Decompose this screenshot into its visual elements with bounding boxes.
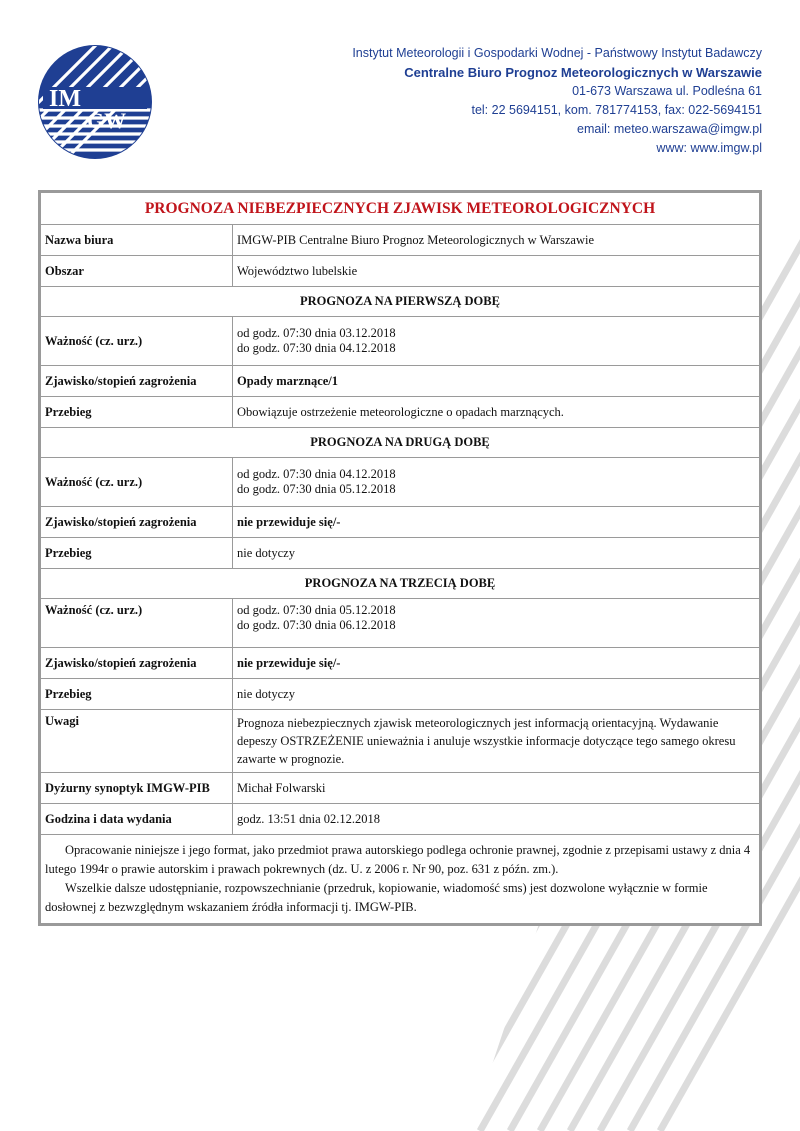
office-label: Nazwa biura [41,225,233,256]
forecast-document [38,190,762,926]
day2-validity-value [233,458,760,507]
phone: tel: 22 5694151, kom. 781774153, fax: 022-5694151 [471,103,762,117]
day1-course-value: Obowiązuje ostrzeżenie meteorologiczne o opadach marznących. [233,397,760,428]
forecast-table [40,192,760,924]
day1-validity-from: od godz. 07:30 dnia 03.12.2018 [237,326,396,340]
office-name: Centralne Biuro Prognoz Meteorologicznych w Warszawie [404,65,762,80]
day1-validity-label: Ważność (cz. urz.) [41,317,233,366]
institute-name: Instytut Meteorologii i Gospodarki Wodnej - Państwowy Instytut Badawczy [352,46,762,60]
day2-heading: PROGNOZA NA DRUGĄ DOBĘ [41,428,760,458]
copyright-paragraph-2: Wszelkie dalsze udostępnianie, rozpowszechnianie (przedruk, kopiowanie, wiadomość sms) jest dozwolone wyłącznie w formie dosłownej z bezwzględnym wskazaniem źródła informacji tj. IMGW-PIB. [45,881,708,914]
remarks-value: Prognoza niebezpiecznych zjawisk meteorologicznych jest informacją orientacyjną. Wydawanie depeszy OSTRZEŻENIE unieważnia i anuluje wszystkie informacje dotyczące tego samego okresu zawarte w prognozie. [233,710,760,773]
website: www: www.imgw.pl [656,141,762,155]
imgw-logo [37,44,153,160]
day1-phenomenon-value: Opady marznące/1 [233,366,760,397]
address: 01-673 Warszawa ul. Podleśna 61 [572,84,762,98]
area-label: Obszar [41,256,233,287]
day3-phenomenon-label: Zjawisko/stopień zagrożenia [41,648,233,679]
day1-course-label: Przebieg [41,397,233,428]
day3-validity-to: do godz. 07:30 dnia 06.12.2018 [237,618,396,632]
day1-validity-value [233,317,760,366]
day1-validity-to: do godz. 07:30 dnia 04.12.2018 [237,341,396,355]
email: email: meteo.warszawa@imgw.pl [577,122,762,136]
day1-heading: PROGNOZA NA PIERWSZĄ DOBĘ [41,287,760,317]
day2-phenomenon-label: Zjawisko/stopień zagrożenia [41,507,233,538]
copyright-notice [41,835,760,924]
issued-label: Godzina i data wydania [41,804,233,835]
day2-validity-to: do godz. 07:30 dnia 05.12.2018 [237,482,396,496]
day2-course-label: Przebieg [41,538,233,569]
day2-validity-label: Ważność (cz. urz.) [41,458,233,507]
day3-course-label: Przebieg [41,679,233,710]
institute-header [352,44,762,158]
day2-validity-from: od godz. 07:30 dnia 04.12.2018 [237,467,396,481]
day2-course-value: nie dotyczy [233,538,760,569]
day3-course-value: nie dotyczy [233,679,760,710]
svg-text:GW: GW [87,108,127,133]
issued-value: godz. 13:51 dnia 02.12.2018 [233,804,760,835]
day2-phenomenon-value: nie przewiduje się/- [233,507,760,538]
office-value: IMGW-PIB Centralne Biuro Prognoz Meteorologicznych w Warszawie [233,225,760,256]
svg-text:IM: IM [49,86,81,112]
day3-heading: PROGNOZA NA TRZECIĄ DOBĘ [41,569,760,599]
day1-phenomenon-label: Zjawisko/stopień zagrożenia [41,366,233,397]
synoptic-value: Michał Folwarski [233,773,760,804]
document-title: PROGNOZA NIEBEZPIECZNYCH ZJAWISK METEOROLOGICZNYCH [41,193,760,225]
synoptic-label: Dyżurny synoptyk IMGW-PIB [41,773,233,804]
remarks-label: Uwagi [41,710,233,773]
day3-validity-from: od godz. 07:30 dnia 05.12.2018 [237,603,396,617]
day3-phenomenon-value: nie przewiduje się/- [233,648,760,679]
area-value: Województwo lubelskie [233,256,760,287]
day3-validity-value [233,599,760,648]
copyright-paragraph-1: Opracowanie niniejsze i jego format, jako przedmiot prawa autorskiego podlega ochronie prawnej, zgodnie z przepisami ustawy z dnia 4 lutego 1994r o prawie autorskim i prawach pokrewnych (dz. U. z 2006 r. Nr 90, poz. 631 z późn. zm.). [45,843,751,876]
day3-validity-label: Ważność (cz. urz.) [41,599,233,648]
